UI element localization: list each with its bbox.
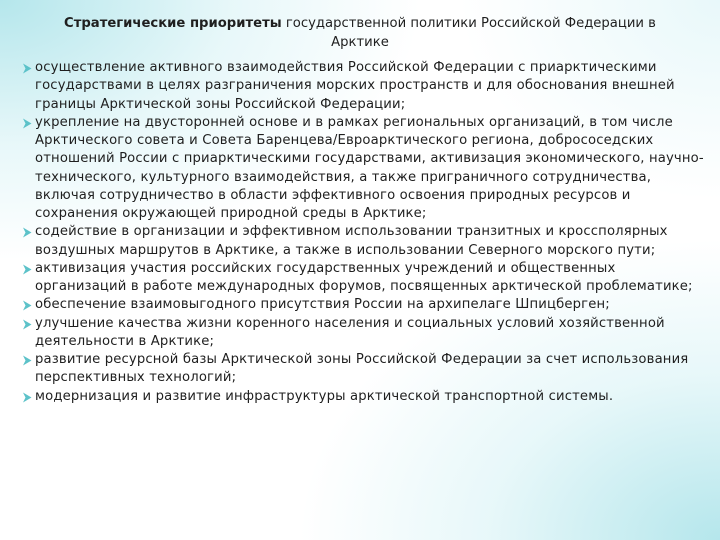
triangle-arrow-icon [22, 227, 32, 238]
list-item-text: укрепление на двусторонней основе и в рамках региональных организаций, в том числе Арктического совета и Совета Баренцева/Евроарктического региона, добрососедских отношений России с приарктическими государствами, активизация экономического, научно-технического, культурного взаимодействия, а также приграничного сотрудничества, включая сотрудничество в области эффективного освоения природных ресурсов и сохранения окружающей природной среды в Арктике; [35, 114, 704, 221]
slide-title-rest: государственной политики Российской Федерации в Арктике [281, 16, 656, 50]
triangle-arrow-icon [22, 118, 32, 129]
list-item-text: содействие в организации и эффективном использовании транзитных и кроссполярных воздушных маршрутов в Арктике, а также в использовании Северного морского пути; [35, 224, 668, 258]
priorities-list [22, 59, 704, 406]
list-item-text: развитие ресурсной базы Арктической зоны Российской Федерации за счет использования перспективных технологий; [35, 352, 689, 386]
triangle-arrow-icon [22, 63, 32, 74]
list-item [22, 351, 704, 388]
list-item-text: обеспечение взаимовыгодного присутствия России на архипелаге Шпицберген; [35, 297, 610, 313]
list-item [22, 59, 704, 114]
triangle-arrow-icon [22, 355, 32, 366]
list-item [22, 388, 704, 406]
slide-title [60, 14, 660, 52]
triangle-arrow-icon [22, 319, 32, 330]
list-item [22, 260, 704, 297]
list-item-text: активизация участия российских государственных учреждений и общественных организаций в работе международных форумов, посвященных арктической проблематике; [35, 260, 693, 294]
list-item-text: осуществление активного взаимодействия Российской Федерации с приарктическими государствами в целях разграничения морских пространств и для обоснования внешней границы Арктической зоны Российской Федерации; [35, 60, 675, 112]
list-item-text: модернизация и развитие инфраструктуры арктической транспортной системы. [35, 388, 614, 404]
slide-title-emphasis: Стратегические приоритеты [64, 16, 282, 31]
list-item [22, 223, 704, 260]
triangle-arrow-icon [22, 392, 32, 403]
triangle-arrow-icon [22, 264, 32, 275]
list-item [22, 114, 704, 224]
list-item [22, 315, 704, 352]
triangle-arrow-icon [22, 300, 32, 311]
list-item-text: улучшение качества жизни коренного населения и социальных условий хозяйственной деятельности в Арктике; [35, 315, 665, 349]
list-item [22, 296, 704, 314]
